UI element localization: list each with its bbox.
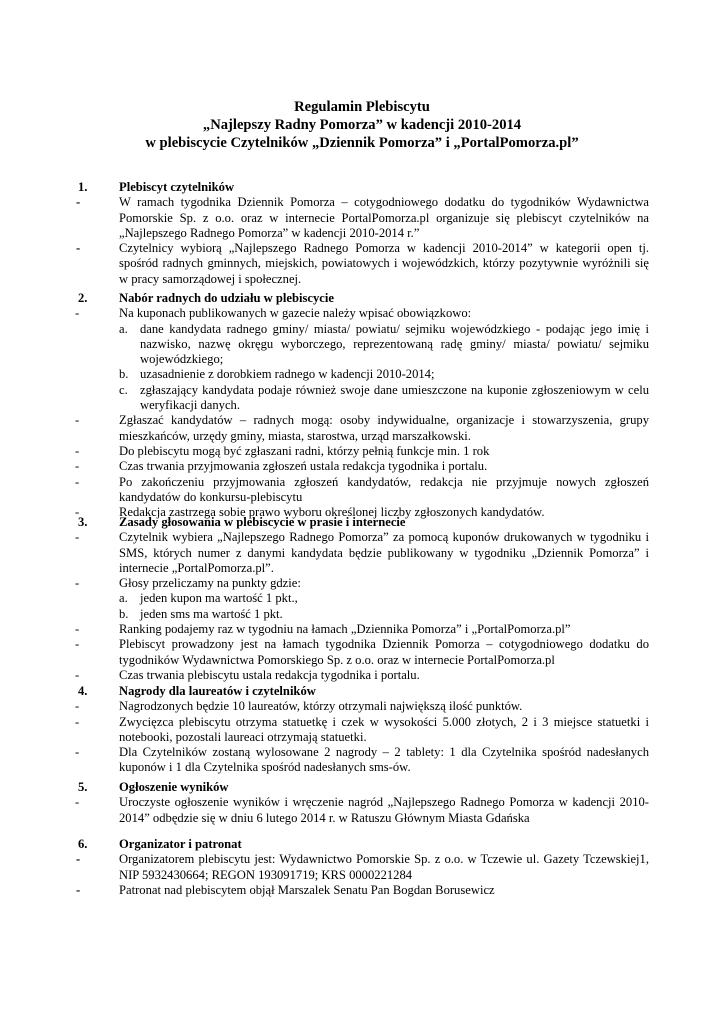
bullet-dash: - [76,241,81,256]
document-title [0,98,724,152]
section-heading: Zasady głosowania w plebiscycie w prasie i internecie [119,515,406,529]
list-item: - Czas trwania plebiscytu ustala redakcja tygodnika i portalu. [75,667,420,682]
list-item: - Ranking podajemy raz w tygodniu na łamach „Dziennika Pomorza” i „PortalPomorza.pl” [75,622,571,637]
section-2 [0,291,724,520]
bullet-dash: - [75,795,80,810]
bullet-dash: - [75,714,80,729]
section-number: 1. [78,180,88,194]
section-number: 2. [78,291,88,305]
bullet-dash: - [75,505,80,520]
section-4 [0,684,724,776]
bullet-dash: - [75,306,80,321]
bullet-dash: - [76,852,81,867]
bullet-dash: - [75,745,80,760]
section-heading: Nabór radnych do udziału w plebiscycie [119,291,334,305]
list-item: - Do plebiscytu mogą być zgłaszani radni, którzy pełnią funkcje min. 1 rok [75,443,490,458]
sub-item: c. zgłaszający kandydata podaje również swoje dane umieszczone na kuponie zgłoszeniowym w celu weryfikacji danych. [119,382,649,413]
section-heading: Plebiscyt czytelników [119,180,235,194]
bullet-dash: - [75,474,80,489]
sub-item: b. uzasadnienie z dorobkiem radnego w kadencji 2010-2014; [119,367,435,382]
list-item: - Zgłaszać kandydatów – radnych mogą: osoby indywidualne, organizacje i stowarzyszenia, grupy mieszkańców, urzędy gminy, miasta, starostwa, urząd marszałkowski. [75,413,649,443]
section-heading: Ogłoszenie wyników [119,780,229,794]
title-line-1: Regulamin Plebiscytu [294,99,430,115]
section-number: 5. [78,780,88,794]
section-number: 3. [78,515,88,529]
list-item: - Redakcja zastrzega sobie prawo wyboru określonej liczby zgłoszonych kandydatów. [75,505,545,520]
list-item: - W ramach tygodnika Dziennik Pomorza – cotygodniowego dodatku do tygodników Wydawnictwa Pomorskie Sp. z o.o. oraz w internecie PortalPomorza.pl organizuje się plebiscyt czytelników na „Najlepszego Radnego Pomorza” w kadencji 2010-2014 r.” [76,195,649,240]
section-5 [0,780,724,826]
section-1 [0,180,724,287]
bullet-dash: - [75,637,80,652]
title-line-3: w plebiscycie Czytelników „Dziennik Pomorza” i „PortalPomorza.pl” [145,135,579,151]
bullet-dash: - [75,443,80,458]
list-item: - Zwycięzca plebiscytu otrzyma statuetkę i czek w wysokości 5.000 złotych, 2 i 3 miejsce statuetki i notebooki, pozostali laureaci otrzymają statuetki. [75,714,649,744]
bullet-dash: - [75,622,80,637]
list-item: - Patronat nad plebiscytem objął Marszalek Senatu Pan Bogdan Borusewicz [76,882,495,897]
title-line-2: „Najlepszy Radny Pomorza” w kadencji 2010-2014 [202,117,522,133]
list-item: - Plebiscyt prowadzony jest na łamach tygodnika Dziennik Pomorza – cotygodniowego dodatku do tygodników Wydawnictwa Pomorskiego Sp. z o.o. oraz w internecie PortalPomorza.pl [75,637,649,667]
section-number: 6. [78,837,88,851]
sub-item: a. dane kandydata radnego gminy/ miasta/ powiatu/ sejmiku wojewódzkiego - podając jego imię i nazwisko, nazwę okręgu wyborczego, reprezentowaną radę gminy/ miasta/ powiatu/ sejmiku wojewódzkiego; [119,321,649,367]
bullet-dash: - [75,413,80,428]
list-item: - Czas trwania przyjmowania zgłoszeń ustala redakcja tygodnika i portalu. [75,459,488,474]
bullet-dash: - [75,530,80,545]
list-item: - Na kuponach publikowanych w gazecie należy wpisać obowiązkowo: [75,306,472,321]
bullet-dash: - [75,459,80,474]
bullet-dash: - [75,576,80,591]
section-heading: Organizator i patronat [119,837,242,851]
list-item: - Czytelnik wybiera „Najlepszego Radnego Pomorza” za pomocą kuponów drukowanych w tygodniku i SMS, których numer z danymi kandydata będzie publikowany w tygodniku „Dziennik Pomorza” i internecie „PortalPomorza.pl”. [75,530,649,575]
list-item: - Organizatorem plebiscytu jest: Wydawnictwo Pomorskie Sp. z o.o. w Tczewie ul. Gazety Tczewskiej1, NIP 5932430664; REGON 193091719; KRS 0000221284 [76,852,649,882]
list-item: - Głosy przeliczamy na punkty gdzie: [75,576,301,591]
bullet-dash: - [76,882,81,897]
section-6 [0,837,724,898]
list-item: - Dla Czytelników zostaną wylosowane 2 nagrody – 2 tablety: 1 dla Czytelnika spośród nadesłanych kuponów i 1 dla Czytelnika spośród nadesłanych sms-ów. [75,745,649,775]
sub-item: b. jeden sms ma wartość 1 pkt. [119,606,283,621]
list-item: - Uroczyste ogłoszenie wyników i wręczenie nagród „Najlepszego Radnego Pomorza w kadencji 2010-2014” odbędzie się w dniu 6 lutego 2014 r. w Ratuszu Głównym Miasta Gdańska [75,795,649,825]
list-item: - Czytelnicy wybiorą „Najlepszego Radnego Pomorza w kadencji 2010-2014” w kategorii open tj. spośród radnych gminnych, miejskich, powiatowych i wojewódzkich, którzy pozytywnie wyróżnili się w pracy samorządowej i społecznej. [76,241,649,286]
sub-item: a. jeden kupon ma wartość 1 pkt., [119,591,298,606]
bullet-dash: - [76,195,81,210]
bullet-dash: - [75,667,80,682]
bullet-dash: - [75,699,80,714]
section-number: 4. [78,684,88,698]
list-item: - Nagrodzonych będzie 10 laureatów, którzy otrzymali największą ilość punktów. [75,699,523,714]
section-heading: Nagrody dla laureatów i czytelników [119,684,316,698]
list-item: - Po zakończeniu przyjmowania zgłoszeń kandydatów, redakcja nie przyjmuje nowych zgłoszeń kandydatów do konkursu-plebiscytu [75,474,649,504]
section-3 [0,515,724,683]
